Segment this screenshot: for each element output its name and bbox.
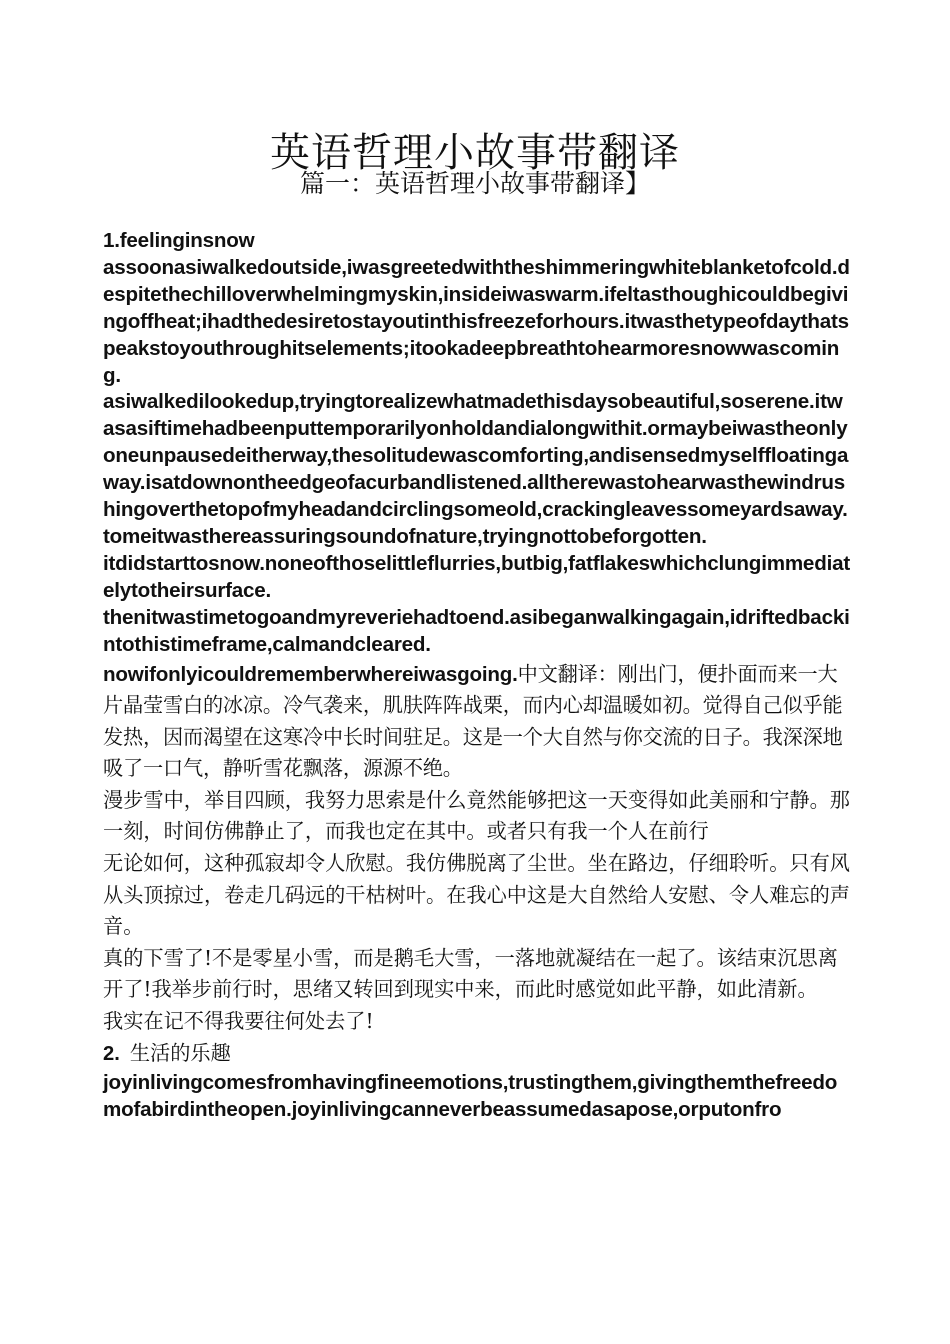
story1-en-paragraph-1: assoonasiwalkedoutside,iwasgreetedwiththeshimmeringwhiteblanketofcold.despitethechilloverwhelmingmyskin,insideiwaswarm.ifeltasthoughicouldbegivingoffheat;ihadthedesiretostayoutinthisfreezeforhours.itwasthetypeofdaythatspeakstoyouthroughitselements;itookadeepbreathtohearmoresnowwascoming.: [103, 255, 850, 387]
story2-heading-line: [103, 1038, 851, 1071]
story1-mixed-paragraph: [103, 659, 851, 785]
story1-zh-paragraph-1: 中文翻译：刚出门，便扑面而来一大片晶莹雪白的冰凉。冷气袭来，肌肤阵阵战栗，而内心却温暖如初。觉得自己似乎能发热，因而渴望在这寒冷中长时间驻足。这是一个大自然与你交流的日子。我深深地吸了一口气，静听雪花飘落，源源不绝。: [103, 661, 843, 781]
story1-en-paragraph-4: thenitwastimetogoandmyreveriehadtoend.asibeganwalkingagain,idriftedbackintothistimeframe,calmandcleared.: [103, 605, 850, 656]
story1-zh-paragraph-3: 无论如何，这种孤寂却令人欣慰。我仿佛脱离了尘世。坐在路边，仔细聆听。只有风从头顶掠过，卷走几码远的干枯树叶。在我心中这是大自然给人安慰、令人难忘的声音。: [103, 851, 850, 939]
story1-en-paragraph-3: itdidstarttosnow.noneofthoselittleflurries,butbig,fatflakeswhichclungimmediatelytotheirsurface.: [103, 551, 851, 602]
story1-zh-paragraph-2: 漫步雪中，举目四顾，我努力思索是什么竟然能够把这一天变得如此美丽和宁静。那一刻，时间仿佛静止了，而我也定在其中。或者只有我一个人在前行: [103, 787, 850, 844]
story1-heading: 1.feelinginsnow: [103, 229, 255, 252]
document-body: [103, 228, 851, 1124]
story1-en-paragraph-2: asiwalkedilookedup,tryingtorealizewhatmadethisdaysobeautiful,soserene.itwasasiftimehadbeenputtemporarilyonholdandialongwithit.ormaybeiwastheonlyoneunpausedeitherway,thesolitudewascomforting,andisensedmyselffloatingaway.isatdownontheedgeofacurbandlistened.alltherewastohearwasthewindrushingoverthetopofmyheadandcirclingsomeold,crackingleavessomeyardsaway.tomeitwasthereassuringsoundofnature,tryingnottobeforgotten.: [103, 390, 849, 548]
story2-en-paragraph-1: joyinlivingcomesfromhavingfineemotions,trustingthem,givingthemthefreedomofabirdintheopen.joyinlivingcanneverbeassumedasapose,orputonfro: [103, 1071, 838, 1122]
story1-zh-paragraph-4: 真的下雪了!不是零星小雪，而是鹅毛大雪，一落地就凝结在一起了。该结束沉思离开了!我举步前行时，思绪又转回到现实中来，而此时感觉如此平静，如此清新。: [103, 945, 838, 1002]
document-subtitle: 篇一：英语哲理小故事带翻译】: [299, 169, 650, 198]
story2-number: 2.: [103, 1042, 120, 1065]
story1-en-paragraph-5: nowifonlyicouldrememberwhereiwasgoing.: [103, 662, 518, 686]
story2-heading: 生活的乐趣: [129, 1040, 231, 1065]
document-title: 英语哲理小故事带翻译: [270, 129, 680, 176]
story1-zh-paragraph-5: 我实在记不得我要往何处去了!: [103, 1009, 374, 1034]
